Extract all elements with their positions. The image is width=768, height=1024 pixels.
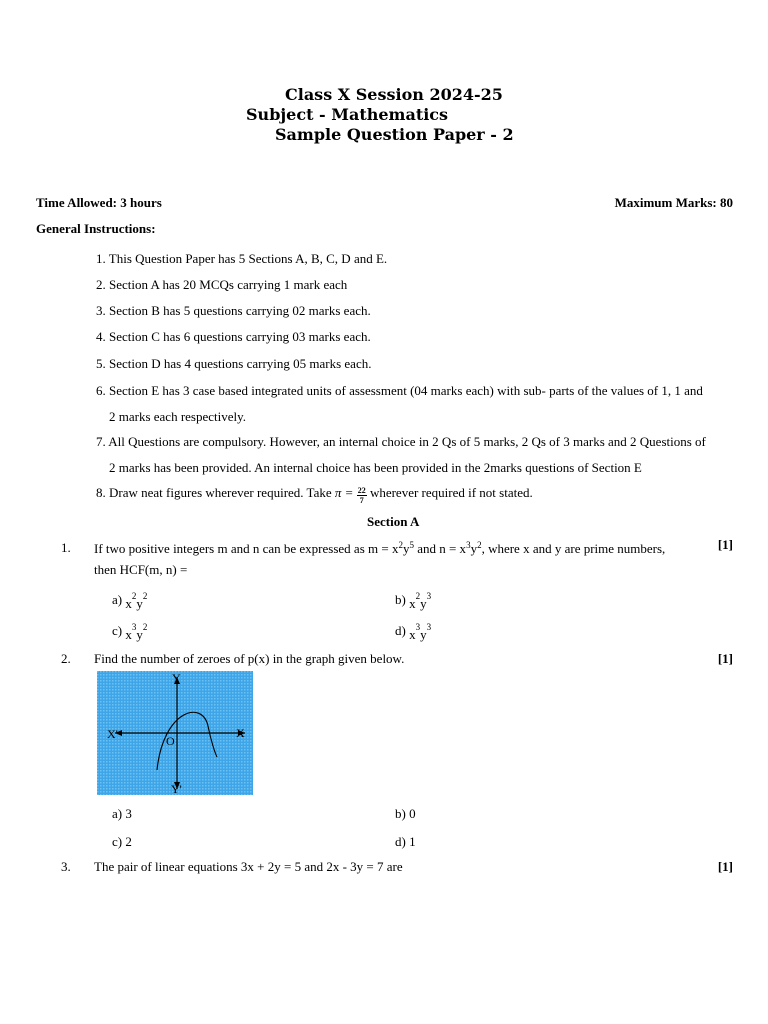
instruction-item-continuation: 2 marks has been provided. An internal choice has been provided in the 2marks questions of Section E xyxy=(109,460,642,475)
q1-exponent: 2 xyxy=(477,540,482,550)
option-exponent: 3 xyxy=(415,622,421,632)
x-axis-label-right: X xyxy=(236,726,245,740)
option-base: y xyxy=(420,627,427,642)
question-text: Find the number of zeroes of p(x) in the graph given below. xyxy=(94,651,405,666)
option-label: d) xyxy=(395,623,406,638)
option-exponent: 3 xyxy=(426,622,432,632)
y-axis-label-top: Y xyxy=(172,671,181,685)
option-d: d) 1 xyxy=(395,834,416,849)
instruction-8-tail: wherever required if not stated. xyxy=(369,485,533,500)
instruction-item: 6. Section E has 3 case based integrated units of assessment (04 marks each) with sub- parts of the values of 1, 1 and xyxy=(96,383,703,398)
q1-exponent: 5 xyxy=(409,540,414,550)
option-a: a) 3 xyxy=(112,806,132,821)
question-marks: [1] xyxy=(717,651,733,666)
option-base: y xyxy=(136,596,143,611)
option-base: y xyxy=(420,596,427,611)
option-label: a) xyxy=(112,592,123,607)
option-d xyxy=(395,622,431,643)
option-a xyxy=(112,591,147,612)
option-exponent: 3 xyxy=(131,622,137,632)
q1-text-part: , where x and y are prime numbers, xyxy=(481,541,666,556)
option-b: b) 0 xyxy=(395,806,416,821)
paper-subject: Subject - Mathematics xyxy=(246,105,449,124)
parabola-graph-figure xyxy=(97,671,253,795)
q1-text-part: If two positive integers m and n can be expressed as m = x xyxy=(94,541,399,556)
instruction-item: 1. This Question Paper has 5 Sections A, B, C, D and E. xyxy=(96,251,388,266)
q1-exponent: 2 xyxy=(398,540,403,550)
instruction-item: 7. All Questions are compulsory. However, an internal choice in 2 Qs of 5 marks, 2 Qs of 3 marks and 2 Questions of xyxy=(96,434,706,449)
instruction-item: 4. Section C has 6 questions carrying 03 marks each. xyxy=(96,329,371,344)
fraction-numerator: 22 xyxy=(357,486,366,495)
paper-class-session: Class X Session 2024-25 xyxy=(285,85,503,104)
paper-title: Sample Question Paper - 2 xyxy=(275,125,514,144)
option-c: c) 2 xyxy=(112,834,132,849)
option-exponent: 2 xyxy=(415,591,421,601)
question-text-continuation: then HCF(m, n) = xyxy=(94,562,188,577)
instruction-8-text: 8. Draw neat figures wherever required. Take xyxy=(96,485,332,500)
instruction-item: 5. Section D has 4 questions carrying 05 marks each. xyxy=(96,356,372,371)
x-axis-label-left: X' xyxy=(107,727,118,741)
q1-exponent: 3 xyxy=(466,540,471,550)
q1-text-part: y xyxy=(470,541,478,556)
fraction-denominator: 7 xyxy=(359,496,364,505)
question-text: The pair of linear equations 3x + 2y = 5 and 2x - 3y = 7 are xyxy=(94,859,403,874)
option-c xyxy=(112,622,147,643)
option-base: x xyxy=(125,627,132,642)
option-base: x xyxy=(125,596,132,611)
parabola-graph xyxy=(97,671,253,795)
y-axis-label-bottom: Y' xyxy=(171,782,182,795)
maximum-marks: Maximum Marks: 80 xyxy=(614,195,733,210)
option-exponent: 2 xyxy=(142,591,148,601)
question-number: 1. xyxy=(61,540,71,555)
option-base: y xyxy=(136,627,143,642)
instruction-item-continuation: 2 marks each respectively. xyxy=(109,409,247,424)
question-number: 2. xyxy=(61,651,71,666)
option-exponent: 2 xyxy=(131,591,137,601)
question-marks: [1] xyxy=(717,537,733,552)
option-label: c) xyxy=(112,623,123,638)
option-exponent: 3 xyxy=(426,591,432,601)
q1-text-part: y xyxy=(402,541,410,556)
instruction-item-8 xyxy=(96,485,533,505)
general-instructions-heading: General Instructions: xyxy=(36,221,156,236)
question-marks: [1] xyxy=(717,859,733,874)
pi-fraction xyxy=(357,486,367,505)
q1-text-part: and n = x xyxy=(413,541,467,556)
pi-symbol: π = xyxy=(334,485,354,500)
origin-label: O xyxy=(166,734,175,748)
option-exponent: 2 xyxy=(142,622,148,632)
time-allowed: Time Allowed: 3 hours xyxy=(36,195,162,210)
section-heading: Section A xyxy=(367,514,420,529)
question-text xyxy=(94,540,665,557)
question-number: 3. xyxy=(61,859,71,874)
option-label: b) xyxy=(395,592,406,607)
instruction-item: 3. Section B has 5 questions carrying 02 marks each. xyxy=(96,303,371,318)
option-b xyxy=(395,591,431,612)
option-base: x xyxy=(409,627,416,642)
option-base: x xyxy=(409,596,416,611)
instruction-item: 2. Section A has 20 MCQs carrying 1 mark each xyxy=(96,277,348,292)
